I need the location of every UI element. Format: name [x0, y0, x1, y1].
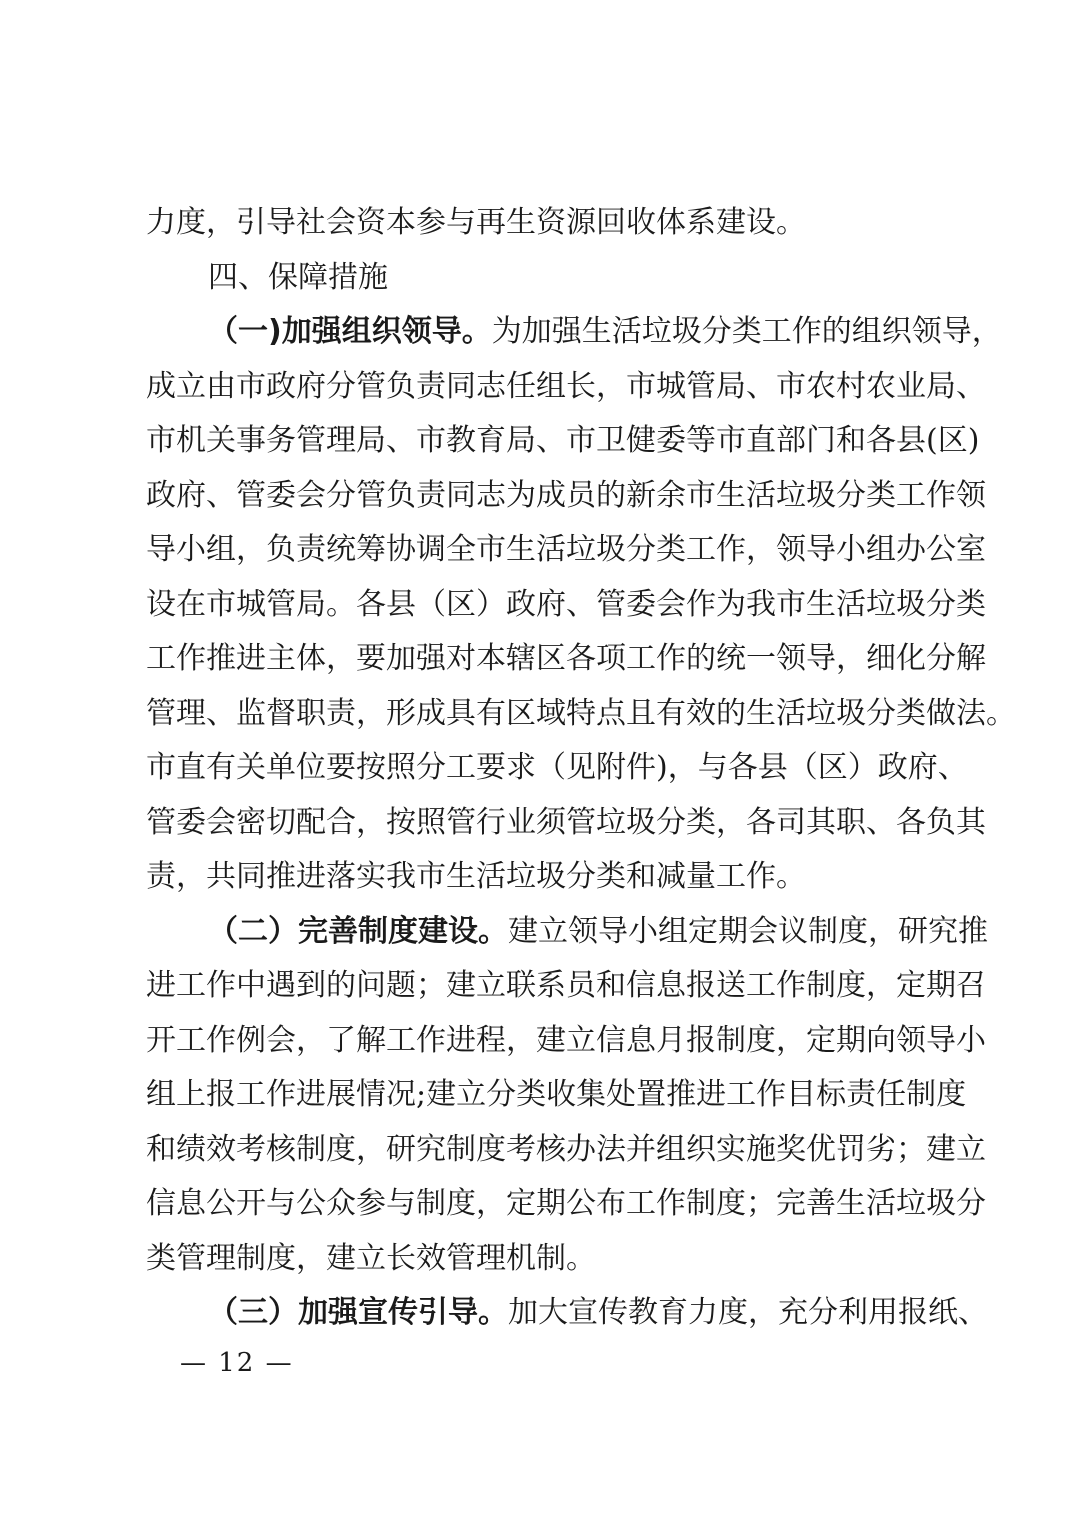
paragraph-line: 成立由市政府分管负责同志任组长，市城管局、市农村农业局、: [146, 368, 986, 404]
paragraph-line: [146, 1286, 988, 1341]
paragraph-line: 政府、管委会分管负责同志为成员的新余市生活垃圾分类工作领: [146, 477, 986, 513]
section-heading: 四、保障措施: [208, 259, 388, 295]
paragraph-line: 开工作例会，了解工作进程，建立信息月报制度，定期向领导小: [146, 1022, 986, 1058]
paragraph-line: 工作推进主体，要加强对本辖区各项工作的统一领导，细化分解: [146, 641, 986, 676]
paragraph-line: 管理、监督职责，形成具有区域特点且有效的生活垃圾分类做法。: [146, 695, 1016, 731]
paragraph-line: 类管理制度，建立长效管理机制。: [146, 1240, 596, 1276]
paragraph-text: 建立领导小组定期会议制度，研究推: [508, 913, 988, 949]
paragraph-text: 加大宣传教育力度，充分利用报纸、: [508, 1295, 988, 1330]
paragraph-line: 市机关事务管理局、市教育局、市卫健委等市直部门和各县(区): [146, 423, 980, 458]
paragraph-text: 为加强生活垃圾分类工作的组织领导，: [491, 314, 1002, 349]
paragraph-line: 责，共同推进落实我市生活垃圾分类和减量工作。: [146, 859, 806, 894]
paragraph-line: [146, 905, 988, 960]
paragraph-line: 和绩效考核制度，研究制度考核办法并组织实施奖优罚劣；建立: [146, 1131, 986, 1167]
paragraph-line: 管委会密切配合，按照管行业须管垃圾分类，各司其职、各负其: [146, 804, 986, 840]
document-body: [146, 196, 1016, 1341]
paragraph-line: 力度，引导社会资本参与再生资源回收体系建设。: [146, 205, 806, 240]
paragraph-line: [146, 305, 1002, 360]
subsection-heading: （二）完善制度建设。: [208, 913, 508, 949]
paragraph-line: 进工作中遇到的问题；建立联系员和信息报送工作制度，定期召: [146, 968, 986, 1003]
subsection-heading: （一)加强组织领导。: [208, 314, 492, 349]
paragraph-line: 导小组，负责统筹协调全市生活垃圾分类工作，领导小组办公室: [146, 532, 986, 567]
subsection-heading: （三）加强宣传引导。: [208, 1295, 508, 1330]
page-number: — 12 —: [180, 1348, 294, 1378]
paragraph-line: 信息公开与公众参与制度，定期公布工作制度；完善生活垃圾分: [146, 1186, 986, 1221]
paragraph-line: 组上报工作进展情况;建立分类收集处置推进工作目标责任制度: [146, 1077, 967, 1112]
paragraph-line: 设在市城管局。各县（区）政府、管委会作为我市生活垃圾分类: [146, 586, 986, 622]
paragraph-line: 市直有关单位要按照分工要求（见附件)，与各县（区）政府、: [146, 750, 968, 785]
